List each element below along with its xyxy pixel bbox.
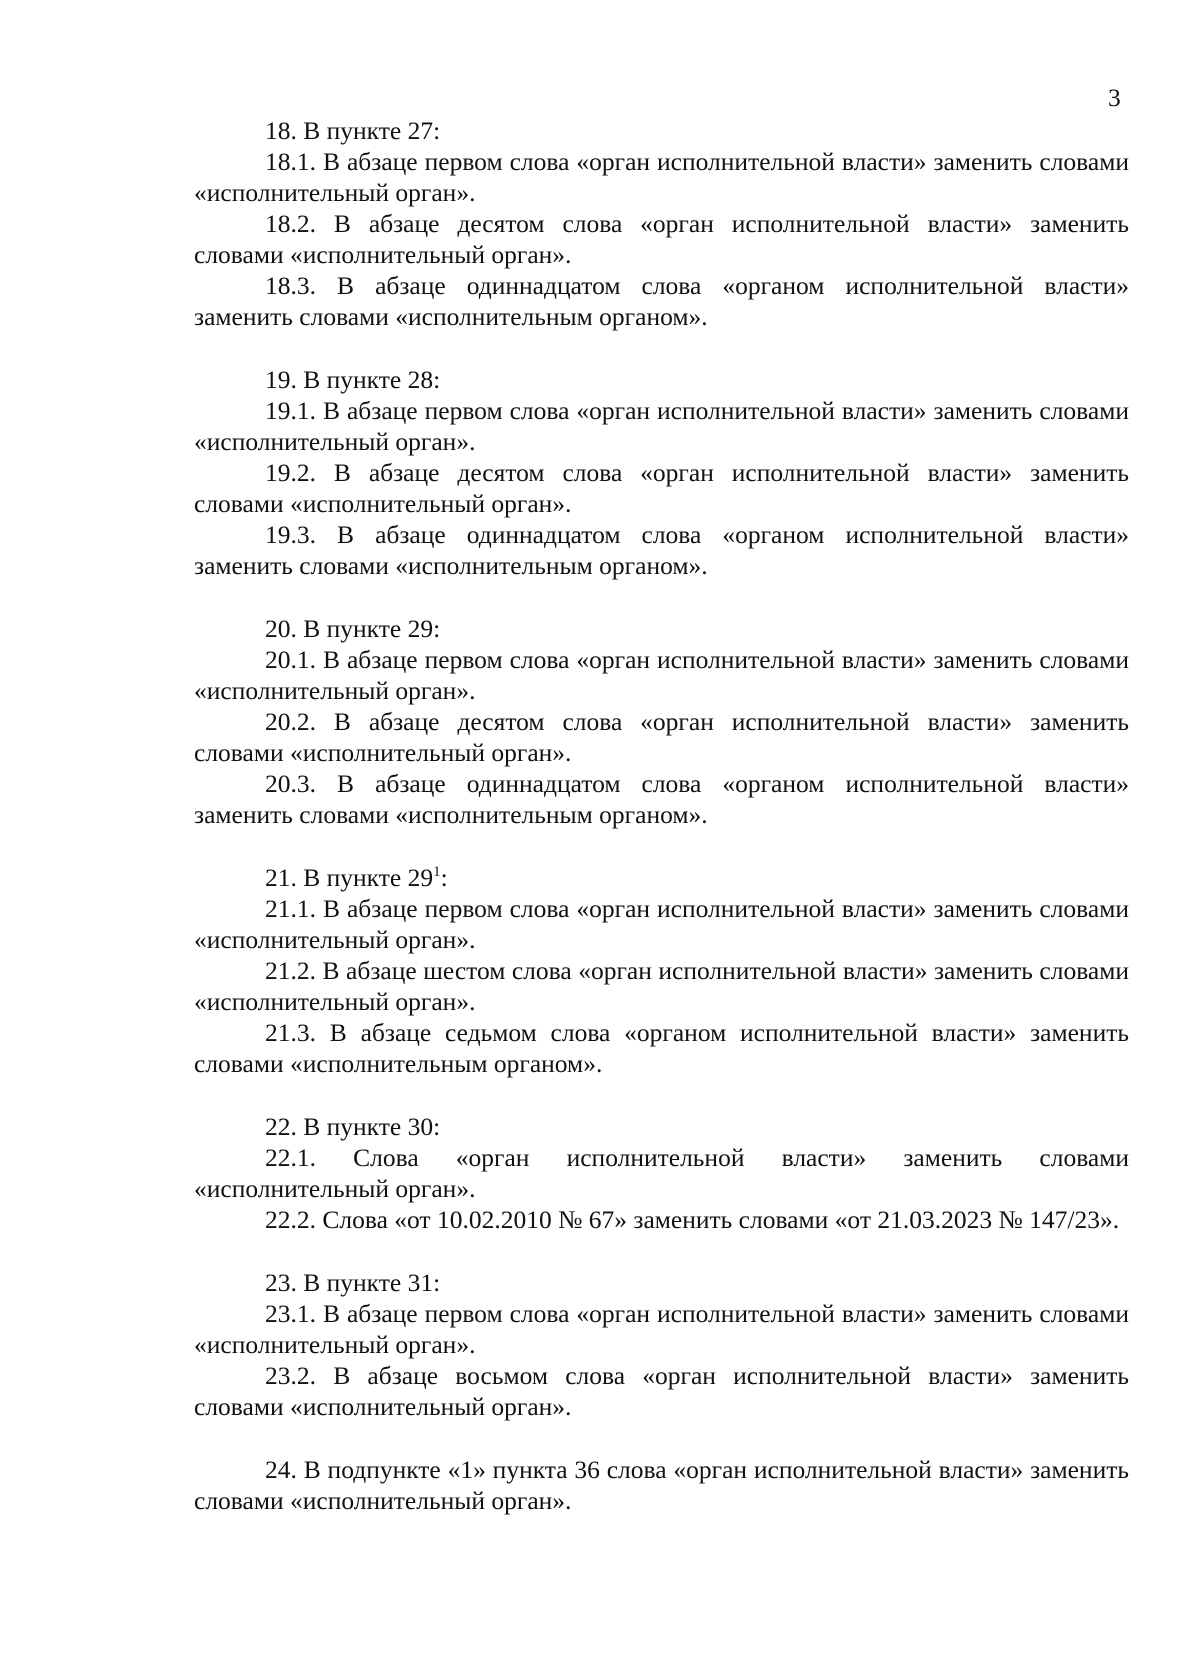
- subitem-paragraph: 22.1. Слова «орган исполнительной власти» заменить словами «исполнительный орган».: [194, 1143, 1129, 1203]
- subitem-paragraph: 19.1. В абзаце первом слова «орган исполнительной власти» заменить словами «исполнительный орган».: [194, 396, 1129, 456]
- subitem-paragraph: 19.3. В абзаце одиннадцатом слова «органом исполнительной власти» заменить словами «исполнительным органом».: [194, 520, 1129, 580]
- superscript-number: 1: [433, 864, 441, 880]
- subitem-paragraph: 20.1. В абзаце первом слова «орган исполнительной власти» заменить словами «исполнительный орган».: [194, 645, 1129, 705]
- item-heading: 20. В пункте 29:: [265, 614, 441, 643]
- amendment-item-18: [194, 115, 1129, 332]
- subitem-paragraph: 19.2. В абзаце десятом слова «орган исполнительной власти» заменить словами «исполнительный орган».: [194, 458, 1129, 518]
- amendment-item-22: [194, 1111, 1129, 1235]
- item-heading: 22. В пункте 30:: [265, 1112, 441, 1141]
- document-body: [194, 115, 1129, 1516]
- item-heading-colon: :: [440, 863, 448, 892]
- subitem-paragraph: 21.2. В абзаце шестом слова «орган исполнительной власти» заменить словами «исполнительный орган».: [194, 956, 1129, 1016]
- subitem-paragraph: 21.3. В абзаце седьмом слова «органом исполнительной власти» заменить словами «исполнительным органом».: [194, 1018, 1129, 1078]
- subitem-paragraph: 20.2. В абзаце десятом слова «орган исполнительной власти» заменить словами «исполнительный орган».: [194, 707, 1129, 767]
- item-heading: 19. В пункте 28:: [265, 365, 441, 394]
- amendment-item-21: [194, 862, 1129, 1079]
- item-heading: 18. В пункте 27:: [265, 116, 441, 145]
- item-heading: [194, 862, 1129, 893]
- amendment-item-19: [194, 364, 1129, 581]
- page-number: 3: [1108, 83, 1121, 112]
- subitem-paragraph: 20.3. В абзаце одиннадцатом слова «органом исполнительной власти» заменить словами «исполнительным органом».: [194, 769, 1129, 829]
- amendment-item-24: [194, 1454, 1129, 1516]
- item-heading-text: 21. В пункте 29: [265, 863, 434, 892]
- subitem-paragraph: 18.3. В абзаце одиннадцатом слова «органом исполнительной власти» заменить словами «исполнительным органом».: [194, 271, 1129, 331]
- subitem-paragraph: 23.1. В абзаце первом слова «орган исполнительной власти» заменить словами «исполнительный орган».: [194, 1299, 1129, 1359]
- item-heading: 23. В пункте 31:: [265, 1268, 441, 1297]
- subitem-paragraph: 18.1. В абзаце первом слова «орган исполнительной власти» заменить словами «исполнительный орган».: [194, 147, 1129, 207]
- amendment-item-20: [194, 613, 1129, 830]
- subitem-paragraph: 18.2. В абзаце десятом слова «орган исполнительной власти» заменить словами «исполнительный орган».: [194, 209, 1129, 269]
- amendment-item-23: [194, 1267, 1129, 1422]
- item-paragraph: 24. В подпункте «1» пункта 36 слова «орган исполнительной власти» заменить словами «исполнительный орган».: [194, 1455, 1129, 1515]
- subitem-paragraph: 22.2. Слова «от 10.02.2010 № 67» заменить словами «от 21.03.2023 № 147/23».: [265, 1205, 1120, 1234]
- subitem-paragraph: 21.1. В абзаце первом слова «орган исполнительной власти» заменить словами «исполнительный орган».: [194, 894, 1129, 954]
- subitem-paragraph: 23.2. В абзаце восьмом слова «орган исполнительной власти» заменить словами «исполнительный орган».: [194, 1361, 1129, 1421]
